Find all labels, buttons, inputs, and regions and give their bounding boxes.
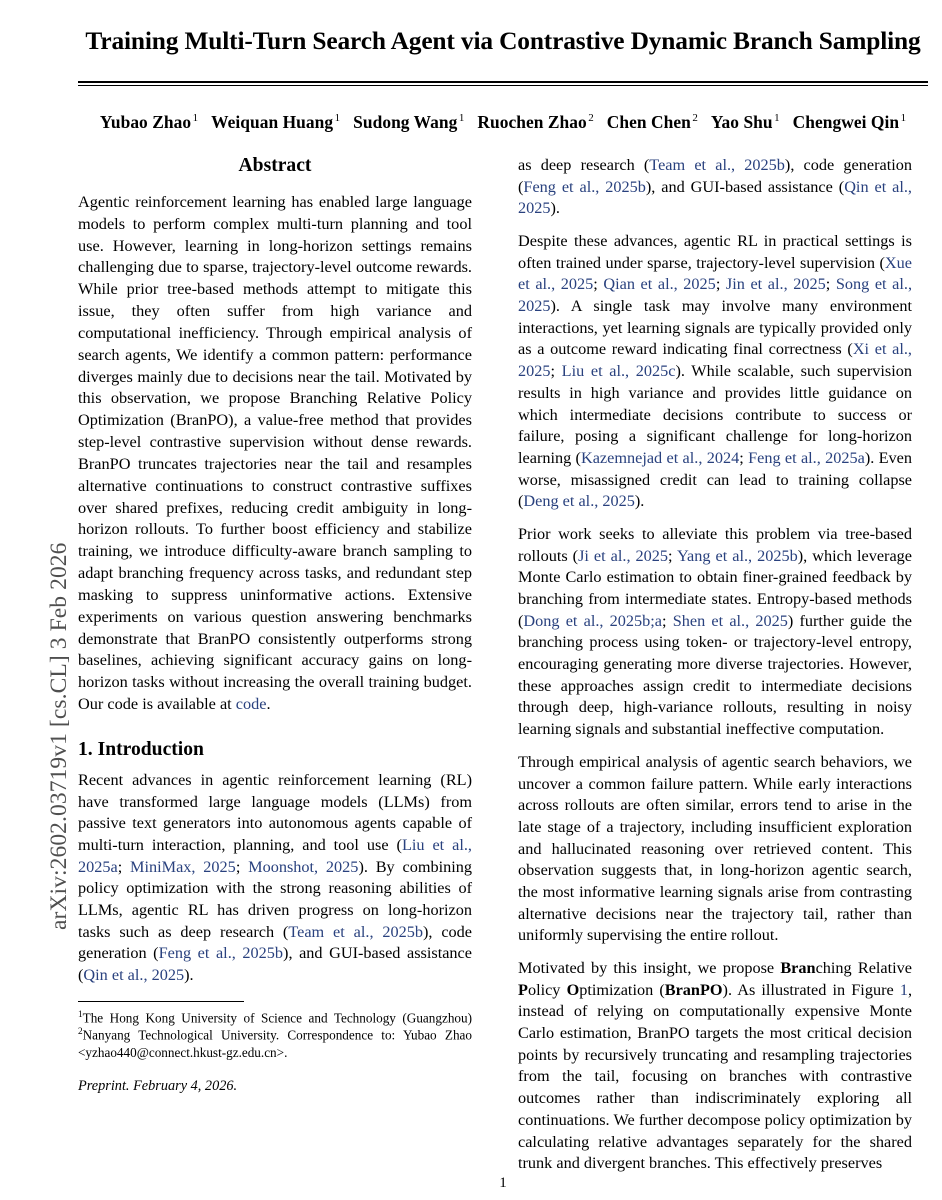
text-run: ; [739, 448, 749, 467]
author-entry [211, 112, 340, 132]
citation-link[interactable]: Feng et al., 2025b [158, 944, 284, 963]
text-run: Recent advances in agentic reinforcement learning (RL) have transformed large language models (LLMs) from passive text generators into autonomous agents capable of multi-turn interaction, planning, and tool use ( [78, 770, 472, 854]
text-run: as deep research ( [518, 155, 650, 174]
footnote-text-1: The Hong Kong University of Science and Technology (Guangzhou) [82, 1010, 472, 1026]
text-run: ; [235, 857, 249, 876]
figure-reference-link[interactable]: 1 [899, 980, 908, 999]
text-run: ). [184, 966, 194, 985]
citation-link[interactable]: Qin et al., 2025 [518, 177, 912, 218]
affiliation-footnote [78, 1009, 472, 1061]
citation-link[interactable]: Ji et al., 2025 [578, 546, 669, 565]
citation-link[interactable]: Kazemnejad et al., 2024 [580, 448, 740, 467]
citation-link[interactable]: Yang et al., 2025b [676, 546, 798, 565]
abstract-text: Agentic reinforcement learning has enabled large language models to perform complex multi-turn planning and tool use. However, learning in long-horizon settings remains challenging due to sparse, trajectory-level outcome rewards. While prior tree-based methods attempt to mitigate this issue, they often suffer from high variance and computational inefficiency. Through empirical analysis of search agents, We identify a common pattern: performance diverges mainly due to decisions near the tail. Motivated by this observation, we propose Branching Relative Policy Optimization (BranPO), a value-free method that provides step-level contrastive supervision without dense rewards. BranPO truncates trajectories near the tail and resamples alternative continuations to construct contrastive suffixes over shared prefixes, reducing credit ambiguity in long-horizon rollouts. To further boost efficiency and stabilize training, we introduce difficulty-aware branch sampling to adapt branching frequency across tasks, and redundant step masking to suppress uninformative actions. Extensive experiments on various question answering benchmarks demonstrate that BranPO consistently outperforms strong baselines, achieving significant accuracy gains on long-horizon tasks without increasing the overall training budget. Our code is available at [78, 191, 472, 714]
author-entry [793, 112, 906, 132]
text-run: ) further guide the branching process using token- or trajectory-level entropy, encouraging generating more diverse trajectories. However, these approaches assign credit to intermediate decisions through deep, high-variance rollouts, resulting in noisy learning signals and substantial ineffective computation. [518, 611, 913, 739]
intro-paragraph-1-cont [518, 155, 912, 220]
introduction-heading: 1. Introduction [78, 738, 204, 760]
page-number: 1 [499, 1175, 507, 1191]
text-run: ). [634, 492, 645, 511]
page-title: Training Multi-Turn Search Agent via Contrastive Dynamic Branch Sampling [85, 27, 921, 55]
preprint-notice: Preprint. February 4, 2026. [78, 1077, 238, 1094]
author-affiliation-marker: 2 [588, 112, 594, 125]
author-affiliation-marker: 2 [692, 112, 698, 125]
citation-link[interactable]: Team et al., 2025b [649, 155, 785, 174]
text-run: ; [550, 362, 562, 381]
footnote-marker-1: 1 [78, 1009, 83, 1020]
text-run: ptimization ( [579, 980, 665, 999]
code-link[interactable]: code [235, 694, 267, 714]
abstract-paragraph [78, 191, 472, 715]
text-run: Prior work seeks to alleviate this problem via tree-based rollouts ( [518, 524, 912, 565]
text-run: ), and GUI-based assistance ( [645, 177, 845, 196]
right-column [518, 155, 912, 1186]
author-name: Ruochen Zhao [477, 111, 587, 132]
text-run: ; [825, 275, 836, 294]
citation-link[interactable]: Feng et al., 2025a [748, 448, 865, 467]
title-divider [78, 81, 928, 86]
intro-paragraph-5 [518, 958, 912, 1175]
author-name: Chengwei Qin [792, 111, 900, 132]
left-column [78, 155, 472, 1186]
title-block [64, 0, 942, 133]
citation-link[interactable]: Moonshot, 2025 [248, 857, 359, 876]
author-name: Chen Chen [606, 111, 691, 132]
intro-paragraph-3 [518, 524, 912, 741]
intro-paragraph-2 [518, 231, 912, 513]
author-affiliation-marker: 1 [334, 112, 341, 125]
author-affiliation-marker: 1 [900, 112, 907, 125]
arxiv-stamp [0, 0, 72, 1200]
paper-page [64, 0, 942, 1200]
author-entry [353, 112, 464, 132]
footnote-text-2: Nanyang Technological University. Correspondence to: Yubao Zhao <yzhao440@connect.hkust-gz.edu.cn>. [78, 1027, 472, 1060]
citation-link[interactable]: Deng et al., 2025 [523, 492, 635, 511]
citation-link[interactable]: Song et al., 2025 [518, 275, 913, 316]
citation-link[interactable]: Xue et al., 2025 [518, 253, 912, 294]
author-affiliation-marker: 1 [458, 112, 465, 125]
author-affiliation-marker: 1 [192, 112, 199, 125]
two-column-body [64, 155, 942, 1186]
text-run: ), which leverage Monte Carlo estimation to obtain finer-grained feedback by branching from intermediate states. Entropy-based methods ( [518, 546, 912, 630]
footnote-block [78, 1001, 472, 1095]
intro-paragraph-1 [78, 770, 472, 987]
citation-link[interactable]: Feng et al., 2025b [523, 177, 646, 196]
author-entry [607, 112, 698, 132]
text-run: , instead of relying on computationally expensive Monte Carlo estimation, BranPO targets the most critical decision points by recursively truncating and resampling trajectories from the tail, focusing on branches with contrastive outcomes rather than indiscriminately exploring all continuations. We further decompose policy optimization by calculating relative advantages separately for the shared trunk and divergent branches. This effectively preserves [518, 980, 912, 1173]
citation-link[interactable]: MiniMax, 2025 [130, 857, 236, 876]
text-run: ). Even worse, misassigned credit can lead to training collapse ( [518, 448, 913, 511]
citation-link[interactable]: Liu et al., 2025a [78, 835, 472, 876]
method-name-bran: Bran [780, 959, 816, 978]
arxiv-stamp-text: arXiv:2602.03719v1 [cs.CL] 3 Feb 2026 [46, 542, 72, 930]
column-gutter [472, 155, 518, 1186]
text-run: ; [715, 275, 726, 294]
author-entry [711, 112, 780, 132]
text-run: ; [668, 546, 677, 565]
abstract-heading: Abstract [238, 154, 312, 176]
author-list [78, 112, 928, 133]
text-run: ; [662, 611, 673, 630]
text-run: ). While scalable, such supervision results in high variance and provides little guidance on which intermediate decisions contribute to success or failure, posing a significant challenge for long-horizon learning ( [518, 362, 912, 467]
method-name-branpo: BranPO [664, 980, 723, 999]
author-name: Yubao Zhao [99, 111, 192, 132]
footnote-divider [78, 1001, 244, 1002]
author-name: Yao Shu [710, 111, 773, 132]
author-entry [100, 112, 198, 132]
text-run: ). [550, 199, 560, 218]
author-affiliation-marker: 1 [774, 112, 780, 125]
text-run: ching Relative [815, 959, 912, 978]
citation-link[interactable]: Shen et al., 2025 [672, 611, 788, 630]
text-run: ). A single task may involve many environment interactions, yet learning signals are typically provided only as a outcome reward indicating final correctness ( [518, 297, 912, 359]
text-run: ; [117, 857, 131, 876]
text-run: ), code generation ( [518, 155, 912, 196]
text-run: ), code generation ( [78, 922, 473, 963]
citation-link[interactable]: Jin et al., 2025 [725, 275, 826, 294]
citation-link[interactable]: Qin et al., 2025 [83, 966, 185, 985]
text-run: Despite these advances, agentic RL in practical settings is often trained under sparse, trajectory-level supervision ( [518, 232, 912, 272]
text-run: olicy [527, 980, 567, 999]
author-name: Sudong Wang [353, 111, 458, 132]
citation-link[interactable]: Liu et al., 2025c [561, 362, 676, 381]
text-run: ). By combining policy optimization with the strong reasoning abilities of LLMs, agentic RL has driven progress on long-horizon tasks such as deep research ( [78, 857, 473, 941]
citation-link[interactable]: Qian et al., 2025 [603, 275, 716, 294]
abstract-text-end: . [266, 694, 271, 714]
footnote-marker-2: 2 [78, 1027, 83, 1038]
text-run: ). As illustrated in Figure [722, 980, 900, 999]
method-name-p: P [518, 980, 528, 999]
author-entry [477, 112, 593, 132]
text-run: Motivated by this insight, we propose [518, 959, 781, 978]
citation-link[interactable]: Dong et al., 2025b;a [523, 611, 663, 630]
intro-paragraph-4: Through empirical analysis of agentic search behaviors, we uncover a common failure pattern. While early interactions across rollouts are often similar, errors tend to arise in the late stage of a trajectory, including insufficient exploration and hallucinated reasoning over retrieved content. This observation suggests that, in long-horizon agentic search, the most informative learning signals arise from contrasting alternative decisions near the trajectory tail, rather than uniformly supervising the entire rollout. [518, 752, 912, 945]
citation-link[interactable]: Team et al., 2025b [288, 922, 423, 941]
method-name-o: O [566, 980, 580, 999]
citation-link[interactable]: Xi et al., 2025 [518, 340, 912, 381]
text-run: ; [593, 275, 604, 294]
text-run: ), and GUI-based assistance ( [78, 944, 472, 985]
author-name: Weiquan Huang [211, 111, 334, 132]
